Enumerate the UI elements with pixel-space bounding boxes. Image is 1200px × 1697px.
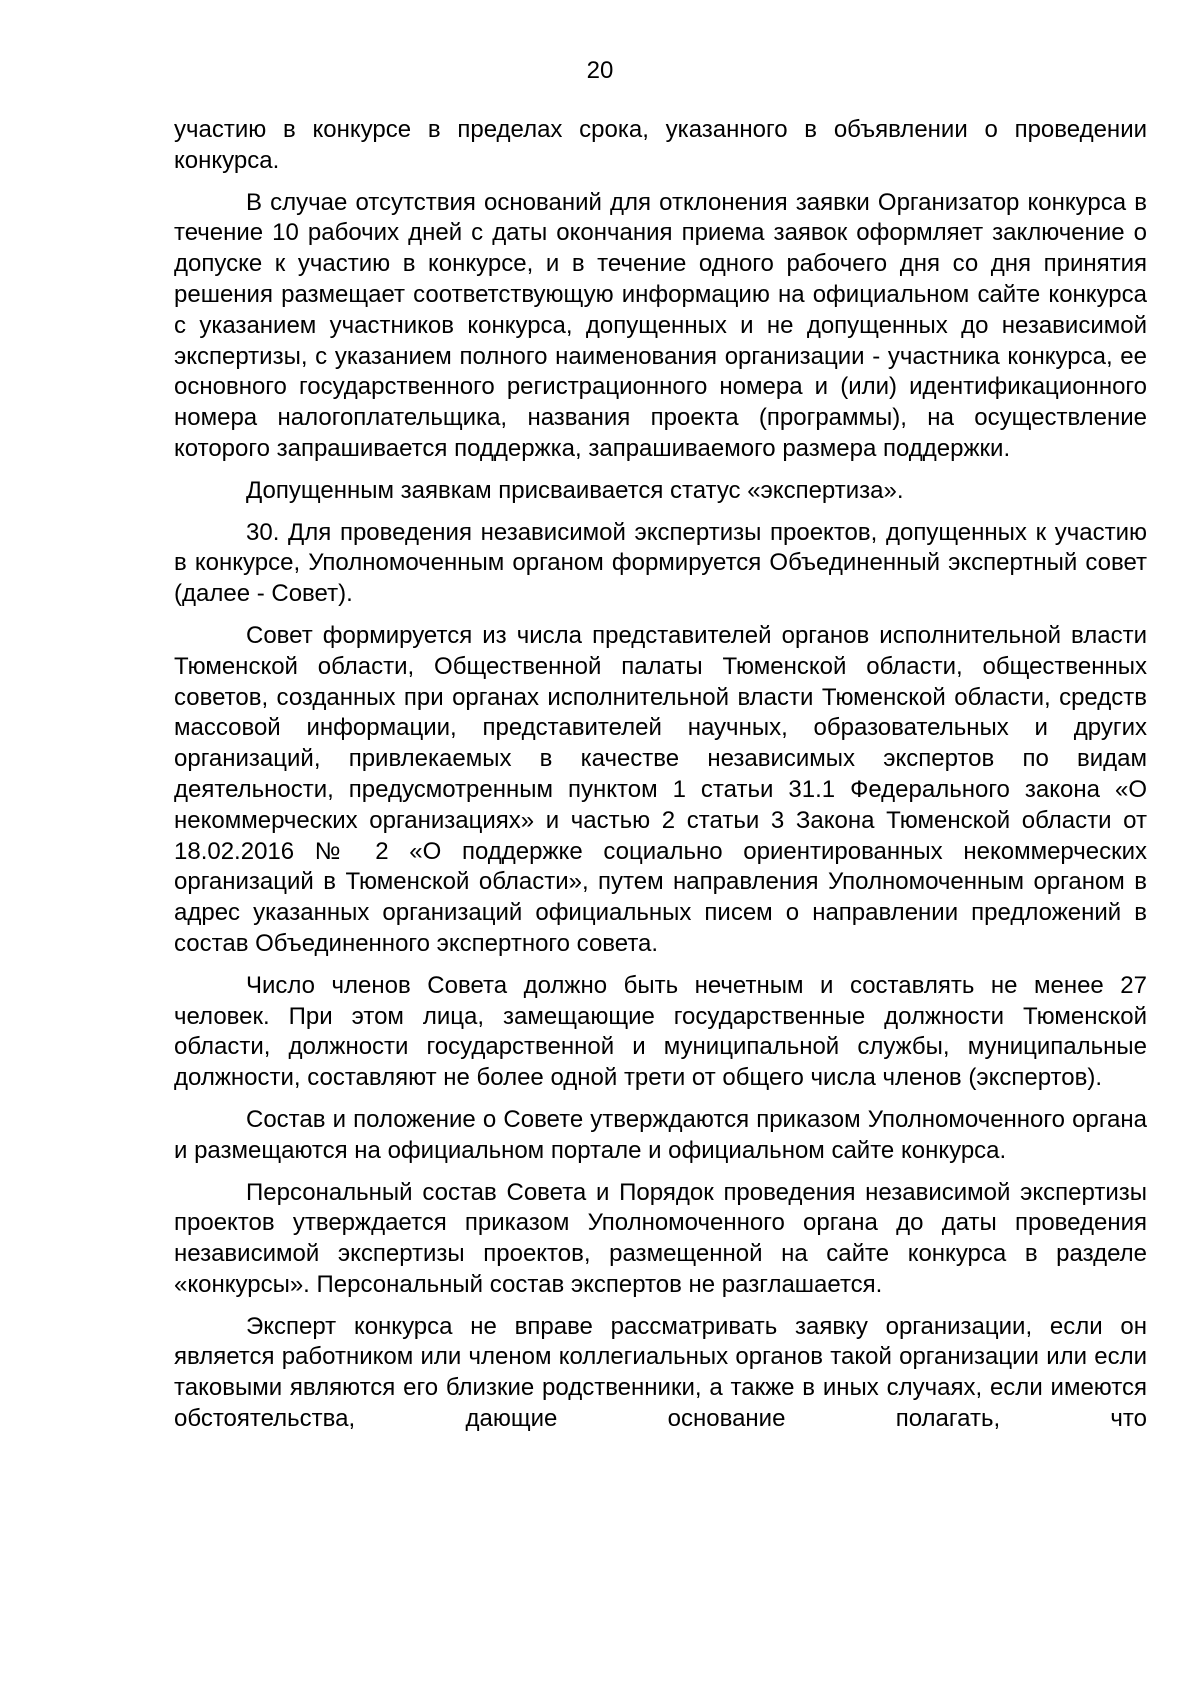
paragraph-admission-conclusion: В случае отсутствия оснований для отклонения заявки Организатор конкурса в течение 10 рабочих дней с даты окончания приема заявок оформляет заключение о допуске к участию в конкурсе, и в течение одного рабочего дня со дня принятия решения размещает соответствующую информацию на официальном сайте конкурса с указанием участников конкурса, допущенных и не допущенных до независимой экспертизы, с указанием полного наименования организации - участника конкурса, ее основного государственного регистрационного номера и (или) идентификационного номера налогоплательщика, названия проекта (программы), на осуществление которого запрашивается поддержка, запрашиваемого размера поддержки. [174, 188, 1147, 462]
paragraph-expertise-status: Допущенным заявкам присваивается статус «экспертиза». [246, 476, 904, 504]
paragraph-council-composition: Состав и положение о Совете утверждаются приказом Уполномоченного органа и размещаются на официальном портале и официальном сайте конкурса. [174, 1105, 1147, 1164]
paragraph-clause-30: 30. Для проведения независимой экспертизы проектов, допущенных к участию в конкурсе, Уполномоченным органом формируется Объединенный экспертный совет (далее - Совет). [174, 518, 1147, 608]
paragraph-personal-composition: Персональный состав Совета и Порядок проведения независимой экспертизы проектов утверждается приказом Уполномоченного органа до даты проведения независимой экспертизы проектов, размещенной на сайте конкурса в разделе «конкурсы». Персональный состав экспертов не разглашается. [174, 1178, 1147, 1298]
paragraph-expert-restriction: Эксперт конкурса не вправе рассматривать заявку организации, если он является работником или членом коллегиальных органов такой организации или если таковыми являются его близкие родственники, а также в иных случаях, если имеются обстоятельства, дающие основание полагать, что [174, 1312, 1147, 1433]
document-body [174, 115, 1147, 1435]
paragraph-council-size: Число членов Совета должно быть нечетным и составлять не менее 27 человек. При этом лица, замещающие государственные должности Тюменской области, должности государственной и муниципальной службы, муниципальные должности, составляют не более одной трети от общего числа членов (экспертов). [174, 971, 1147, 1092]
paragraph-continuation: участию в конкурсе в пределах срока, указанного в объявлении о проведении конкурса. [174, 116, 1147, 174]
paragraph-council-formation: Совет формируется из числа представителей органов исполнительной власти Тюменской области, Общественной палаты Тюменской области, общественных советов, созданных при органах исполнительной власти Тюменской области, средств массовой информации, представителей научных, образовательных и других организаций, привлекаемых в качестве независимых экспертов по видам деятельности, предусмотренным пунктом 1 статьи 31.1 Федерального закона «О некоммерческих организациях» и частью 2 статьи 3 Закона Тюменской области от 18.02.2016 № 2 «О поддержке социально ориентированных некоммерческих организаций в Тюменской области», путем направления Уполномоченным органом в адрес указанных организаций официальных писем о направлении предложений в состав Объединенного экспертного совета. [174, 621, 1147, 957]
page-number: 20 [586, 57, 614, 84]
